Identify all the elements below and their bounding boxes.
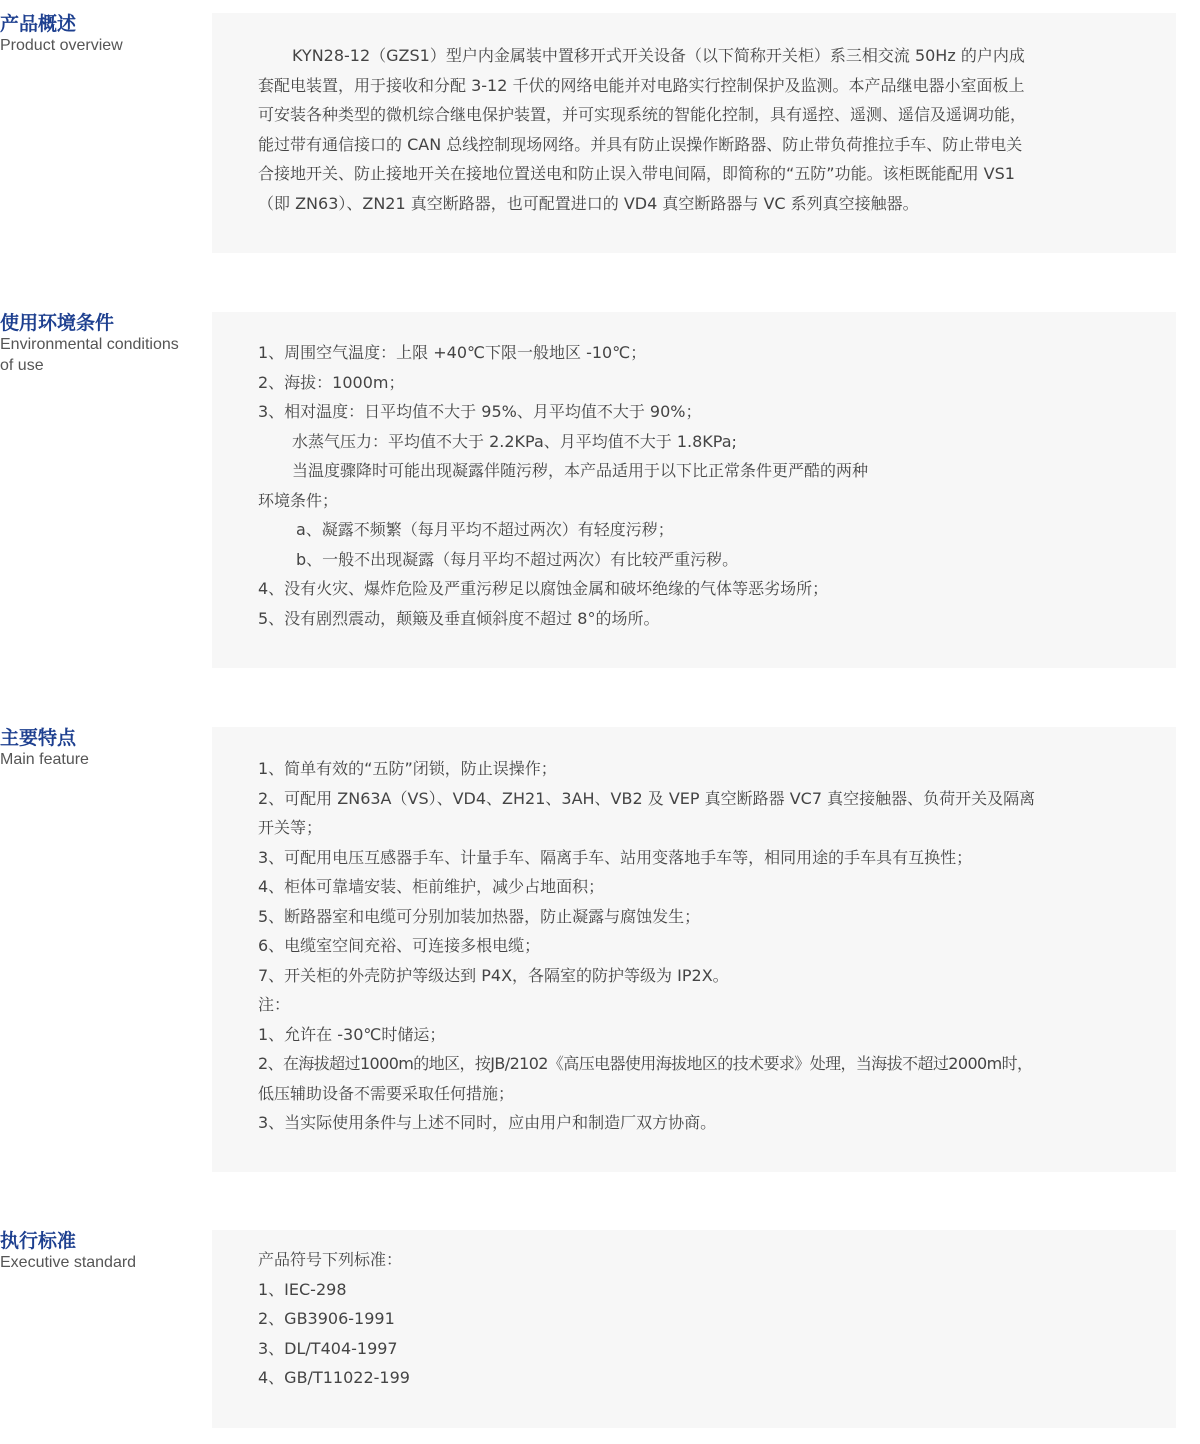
environment-line: 2、海拔：1000m； (258, 372, 405, 392)
environment-line: b、一般不出现凝露（每月平均不超过两次）有比较严重污秽。 (296, 549, 739, 569)
overview-title-zh: 产品概述 (0, 13, 77, 35)
features-line: 5、断路器室和电缆可分别加装加热器，防止凝露与腐蚀发生； (258, 906, 701, 926)
features-line: 低压辅助设备不需要采取任何措施； (258, 1083, 515, 1103)
features-line: 1、简单有效的“五防”闭锁，防止误操作； (258, 759, 557, 778)
environment-line: 5、没有剧烈震动，颠簸及垂直倾斜度不超过 8°的场所。 (258, 608, 660, 628)
environment-line: 4、没有火灾、爆炸危险及严重污秽足以腐蚀金属和破坏绝缘的气体等恶劣场所； (258, 579, 829, 598)
features-panel (212, 727, 1176, 1172)
features-line: 4、柜体可靠墙安装、柜前维护，减少占地面积； (258, 877, 605, 896)
overview-line: （即 ZN63）、ZN21 真空断路器，也可配置进口的 VD4 真空断路器与 VC 系列真空接触器。 (258, 193, 919, 213)
features-title-en: Main feature (0, 751, 89, 768)
overview-line: KYN28-12（GZS1）型户内金属装中置移开式开关设备（以下简称开关柜）系三相交流 50Hz 的户内成 (292, 46, 1025, 65)
overview-line: 能过带有通信接口的 CAN 总线控制现场网络。并具有防止误操作断路器、防止带负荷推拉手车、防止带电关 (258, 134, 1023, 154)
overview-heading (0, 13, 205, 56)
standards-intro: 产品符号下列标准： (258, 1250, 403, 1269)
features-line: 2、在海拔超过1000m的地区，按JB/2102《高压电器使用海拔地区的技术要求》处理，当海拔不超过2000m时， (258, 1054, 1033, 1073)
overview-line: 套配电装置，用于接收和分配 3-12 千伏的网络电能并对电路实行控制保护及监测。本产品继电器小室面板上 (258, 75, 1025, 95)
environment-title-zh: 使用环境条件 (0, 312, 115, 334)
environment-line: 1、周围空气温度：上限 +40℃下限一般地区 -10℃； (258, 343, 647, 362)
features-title-zh: 主要特点 (0, 727, 77, 749)
environment-line: 当温度骤降时可能出现凝露伴随污秽，本产品适用于以下比正常条件更严酷的两种 (292, 461, 869, 480)
features-line: 2、可配用 ZN63A（VS）、VD4、ZH21、3AH、VB2 及 VEP 真空断路器 VC7 真空接触器、负荷开关及隔离 (258, 788, 1036, 808)
standards-item: 4、GB/T11022-199 (258, 1368, 410, 1387)
features-line: 开关等； (258, 818, 323, 837)
features-note-label: 注： (258, 995, 291, 1014)
standards-title-zh: 执行标准 (0, 1230, 77, 1252)
standards-heading (0, 1230, 205, 1273)
overview-title-en: Product overview (0, 37, 123, 54)
features-line: 7、开关柜的外壳防护等级达到 P4X，各隔室的防护等级为 IP2X。 (258, 965, 729, 985)
features-line: 6、电缆室空间充裕、可连接多根电缆； (258, 936, 541, 955)
environment-line: 环境条件； (258, 490, 339, 510)
features-line: 3、当实际使用条件与上述不同时，应由用户和制造厂双方协商。 (258, 1113, 717, 1132)
features-line: 1、允许在 -30℃时储运； (258, 1024, 446, 1044)
environment-line: 3、相对温度：日平均值不大于 95%、月平均值不大于 90%； (258, 402, 702, 421)
features-line: 3、可配用电压互感器手车、计量手车、隔离手车、站用变落地手车等，相同用途的手车具有互换性； (258, 847, 973, 867)
overview-line: 合接地开关、防止接地开关在接地位置送电和防止误入带电间隔，即简称的“五防”功能。该柜既能配用 VS1 (258, 164, 1015, 183)
standards-title-en: Executive standard (0, 1254, 137, 1271)
environment-line: a、凝露不频繁（每月平均不超过两次）有轻度污秽； (296, 520, 674, 539)
standards-item: 2、GB3906-1991 (258, 1309, 395, 1328)
standards-item: 1、IEC-298 (258, 1279, 347, 1299)
environment-title-en-line2: of use (0, 357, 44, 374)
features-heading (0, 727, 205, 770)
overview-panel (212, 13, 1176, 253)
environment-heading (0, 312, 205, 376)
overview-line: 可安装各种类型的微机综合继电保护装置，并可实现系统的智能化控制，具有遥控、遥测、遥信及遥调功能， (258, 105, 1027, 124)
standards-item: 3、DL/T404-1997 (258, 1338, 398, 1358)
environment-line: 水蒸气压力：平均值不大于 2.2KPa、月平均值不大于 1.8KPa; (292, 431, 737, 451)
environment-panel (212, 312, 1176, 668)
standards-panel (212, 1230, 1176, 1428)
environment-title-en-line1: Environmental conditions (0, 336, 179, 353)
